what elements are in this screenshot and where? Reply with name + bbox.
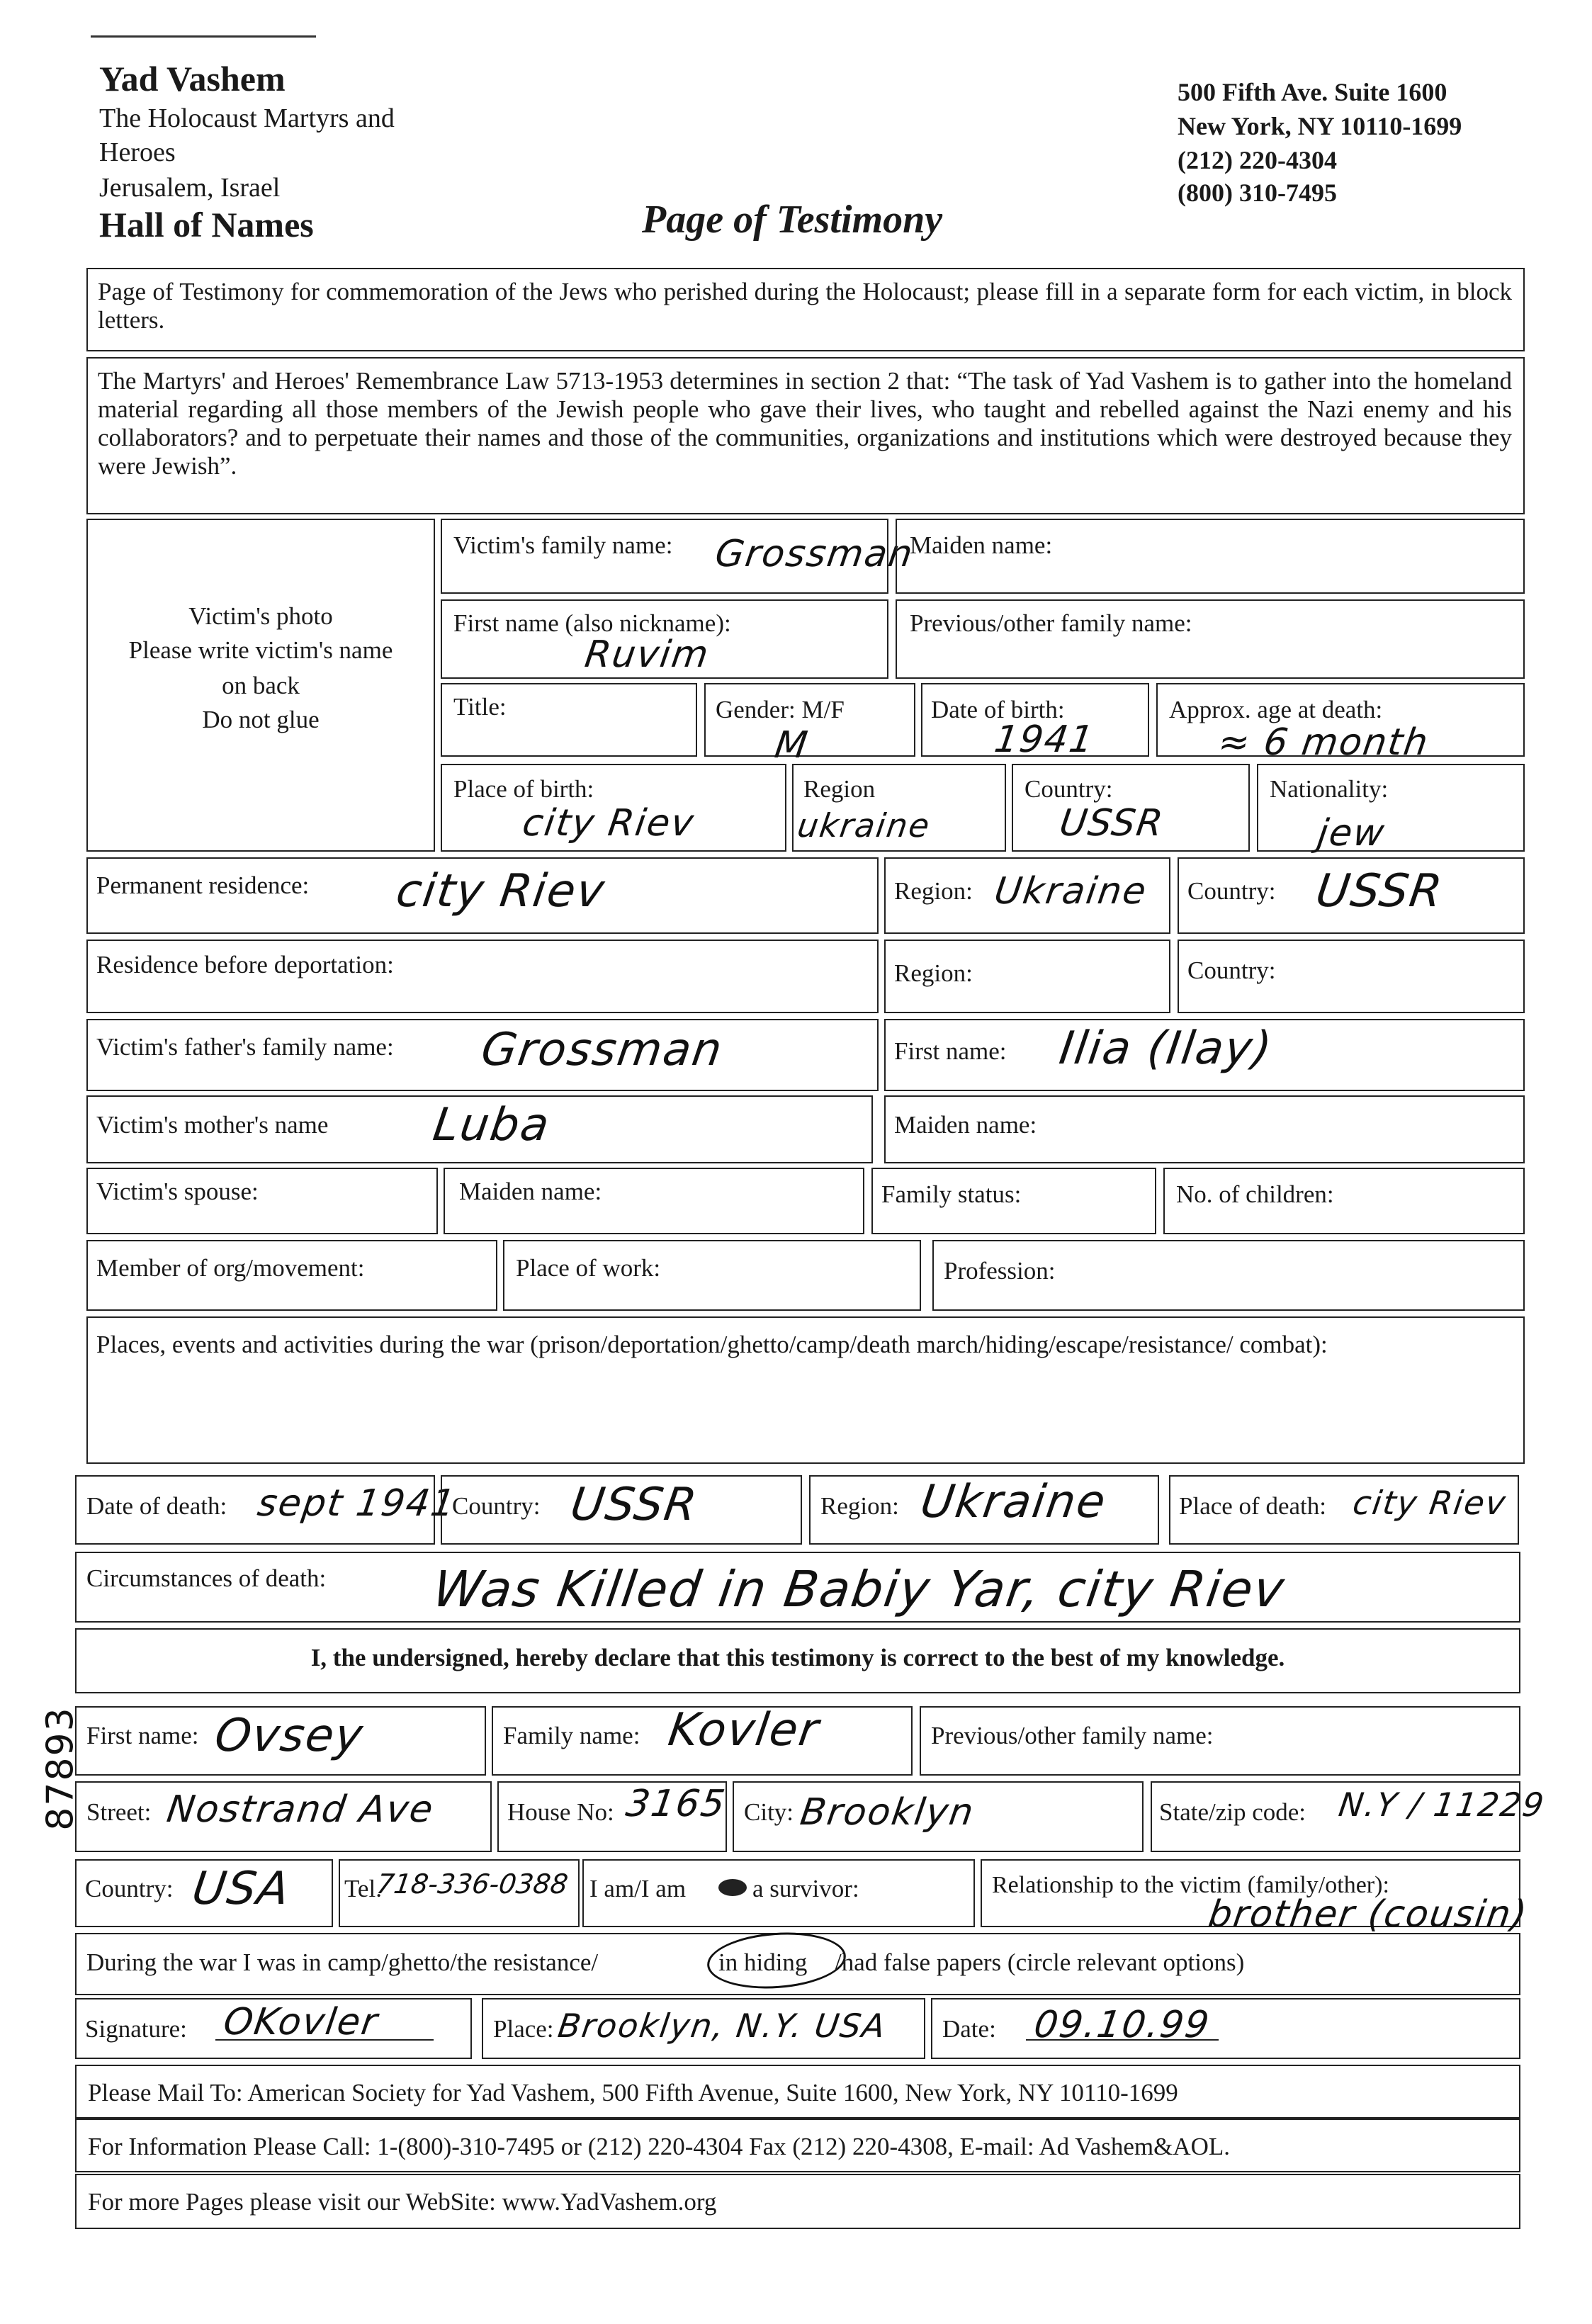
info-text: For Information Please Call: 1-(800)-310-7495 or (212) 220-4304 Fax (212) 220-4308, E-mail: Ad Vashem&AOL. [88, 2133, 1231, 2160]
date-of-birth-value: 1941 [991, 718, 1097, 761]
place-of-birth-value: city Riev [519, 802, 698, 845]
phone-line1: (212) 220-4304 [1178, 146, 1337, 174]
maiden-name-label: Maiden name: [910, 531, 1053, 559]
death-region-label: Region: [820, 1492, 899, 1520]
mother-name-label: Victim's mother's name [96, 1111, 329, 1139]
circumstances-label: Circumstances of death: [86, 1564, 327, 1592]
telephone-value: 718-336-0388 [374, 1868, 570, 1900]
hall-of-names: Hall of Names [99, 205, 314, 244]
profession-label: Profession: [944, 1257, 1056, 1285]
death-country-label: Country: [452, 1492, 541, 1520]
birth-country-label: Country: [1024, 775, 1113, 803]
photo-label-4: Do not glue [202, 706, 320, 733]
address-line2: New York, NY 10110-1699 [1178, 112, 1462, 140]
deportation-region-label: Region: [894, 959, 973, 987]
date-field[interactable] [931, 1998, 1520, 2059]
residence-before-deportation-label: Residence before deportation: [96, 951, 394, 978]
first-name-label: First name (also nickname): [453, 609, 731, 637]
family-status-label: Family status: [881, 1180, 1022, 1208]
father-first-name-label: First name: [894, 1037, 1007, 1065]
photo-label-2: Please write victim's name [128, 636, 393, 664]
deportation-country-label: Country: [1187, 957, 1276, 984]
date-of-death-label: Date of death: [86, 1492, 227, 1520]
relationship-label: Relationship to the victim (family/other): [992, 1872, 1389, 1898]
death-region-value: Ukraine [917, 1476, 1110, 1528]
city-label: City: [744, 1798, 794, 1826]
page-title: Page of Testimony [642, 198, 943, 242]
intro-text: Page of Testimony for commemoration of the Jews who perished during the Holocaust; please fill in a separate form for each victim, in block letters. [98, 278, 1512, 334]
survivor-label-b: a survivor: [752, 1875, 859, 1902]
submitter-country-value: USA [188, 1863, 294, 1915]
header-rule [91, 35, 316, 38]
web-text: For more Pages please visit our WebSite: www.YadVashem.org [88, 2188, 717, 2216]
declaration-text: I, the undersigned, hereby declare that this testimony is correct to the best of my knowledge. [310, 1644, 1285, 1671]
birth-region-value: ukraine [795, 806, 933, 845]
state-zip-value: N.Y / 11229 [1336, 1786, 1548, 1824]
war-status-text-b: /had false papers (circle relevant options) [835, 1948, 1245, 1976]
place-value: Brooklyn, N.Y. USA [555, 2007, 889, 2045]
org-sub1: The Holocaust Martyrs and [99, 103, 395, 133]
father-family-name-value: Grossman [478, 1024, 727, 1076]
family-name-value: Grossman [712, 533, 917, 575]
death-country-value: USSR [567, 1479, 701, 1531]
permanent-residence-value: city Riev [393, 865, 609, 918]
first-name-value: Ruvim [582, 633, 713, 676]
birth-country-value: USSR [1056, 802, 1167, 845]
permanent-residence-label: Permanent residence: [96, 872, 310, 899]
margin-number: 87893 [39, 1706, 82, 1831]
scribble-mark [718, 1879, 747, 1896]
place-of-birth-label: Place of birth: [453, 775, 594, 803]
submitter-family-name-value: Kovler [665, 1704, 823, 1756]
street-label: Street: [86, 1798, 152, 1826]
nationality-value: jew [1314, 812, 1389, 854]
place-of-death-label: Place of death: [1179, 1492, 1326, 1520]
father-family-name-label: Victim's father's family name: [96, 1033, 394, 1061]
member-org-label: Member of org/movement: [96, 1254, 365, 1282]
city-value: Brooklyn [797, 1791, 978, 1834]
permanent-region-label: Region: [894, 877, 973, 905]
war-status-text-a: During the war I was in camp/ghetto/the resistance/ [86, 1948, 599, 1976]
age-at-death-value: ≈ 6 month [1215, 721, 1432, 764]
photo-label-3: on back [222, 672, 300, 699]
gender-value: M [772, 724, 812, 767]
children-label: No. of children: [1176, 1180, 1334, 1208]
address-line1: 500 Fifth Ave. Suite 1600 [1178, 78, 1447, 106]
signature-value: OKovler [220, 2001, 381, 2043]
gender-label: Gender: M/F [716, 696, 845, 723]
circumstances-value: Was Killed in Babiy Yar, city Riev [429, 1560, 1289, 1618]
phone-line2: (800) 310-7495 [1178, 179, 1337, 207]
mother-name-value: Luba [429, 1099, 554, 1151]
place-label: Place: [493, 2015, 554, 2043]
submitter-first-name-value: Ovsey [211, 1710, 368, 1762]
photo-label-1: Victim's photo [188, 602, 333, 630]
permanent-country-value: USSR [1312, 865, 1447, 918]
submitter-family-name-label: Family name: [503, 1722, 640, 1749]
spouse-label: Victim's spouse: [96, 1178, 259, 1205]
org-sub3: Jerusalem, Israel [99, 173, 281, 203]
org-name: Yad Vashem [99, 59, 286, 98]
permanent-country-label: Country: [1187, 877, 1276, 905]
signature-label: Signature: [85, 2015, 187, 2043]
family-name-label: Victim's family name: [453, 531, 673, 559]
submitter-country-label: Country: [85, 1875, 174, 1902]
date-of-death-value: sept 1941 [254, 1482, 459, 1525]
permanent-region-value: Ukraine [991, 870, 1151, 913]
place-of-work-label: Place of work: [516, 1254, 661, 1282]
war-status-hiding-option[interactable]: in hiding [718, 1948, 808, 1976]
place-of-death-value: city Riev [1350, 1484, 1510, 1522]
nationality-label: Nationality: [1270, 775, 1389, 803]
state-zip-label: State/zip code: [1159, 1798, 1306, 1826]
submitter-first-name-label: First name: [86, 1722, 199, 1749]
mother-maiden-name-label: Maiden name: [894, 1111, 1037, 1139]
spouse-maiden-name-label: Maiden name: [459, 1178, 602, 1205]
previous-family-name-label: Previous/other family name: [910, 609, 1192, 637]
father-first-name-value: Ilia (Ilay) [1056, 1022, 1276, 1075]
age-at-death-label: Approx. age at death: [1169, 696, 1383, 723]
submitter-previous-name-label: Previous/other family name: [931, 1722, 1214, 1749]
date-label: Date: [942, 2015, 996, 2043]
house-number-label: House No: [507, 1798, 614, 1826]
law-text: The Martyrs' and Heroes' Remembrance Law 5713-1953 determines in section 2 that: “The task of Yad Vashem is to gather into the homeland material regarding all those members of the Jewish people who gave their lives, who taught and rebelled against the Nazi enemy and his collaborators? and to perpetuate their names and those of the communities, organizations and institutions which were destroyed because they were Jewish”. [98, 367, 1512, 480]
telephone-label: Tel. [344, 1875, 382, 1902]
relationship-value: brother (cousin) [1205, 1893, 1531, 1936]
war-activities-label: Places, events and activities during the war (prison/deportation/ghetto/camp/death march/hiding/escape/resistance/ combat): [96, 1331, 1328, 1358]
birth-region-label: Region [803, 775, 876, 803]
mail-text: Please Mail To: American Society for Yad Vashem, 500 Fifth Avenue, Suite 1600, New York, NY 10110-1699 [88, 2079, 1178, 2106]
date-of-birth-label: Date of birth: [931, 696, 1065, 723]
street-value: Nostrand Ave [164, 1788, 437, 1831]
house-number-value: 3165 [623, 1783, 729, 1825]
title-label: Title: [453, 693, 507, 721]
date-value: 09.10.99 [1031, 2004, 1213, 2046]
org-sub2: Heroes [99, 137, 176, 167]
survivor-label-a: I am/I am [589, 1875, 687, 1902]
